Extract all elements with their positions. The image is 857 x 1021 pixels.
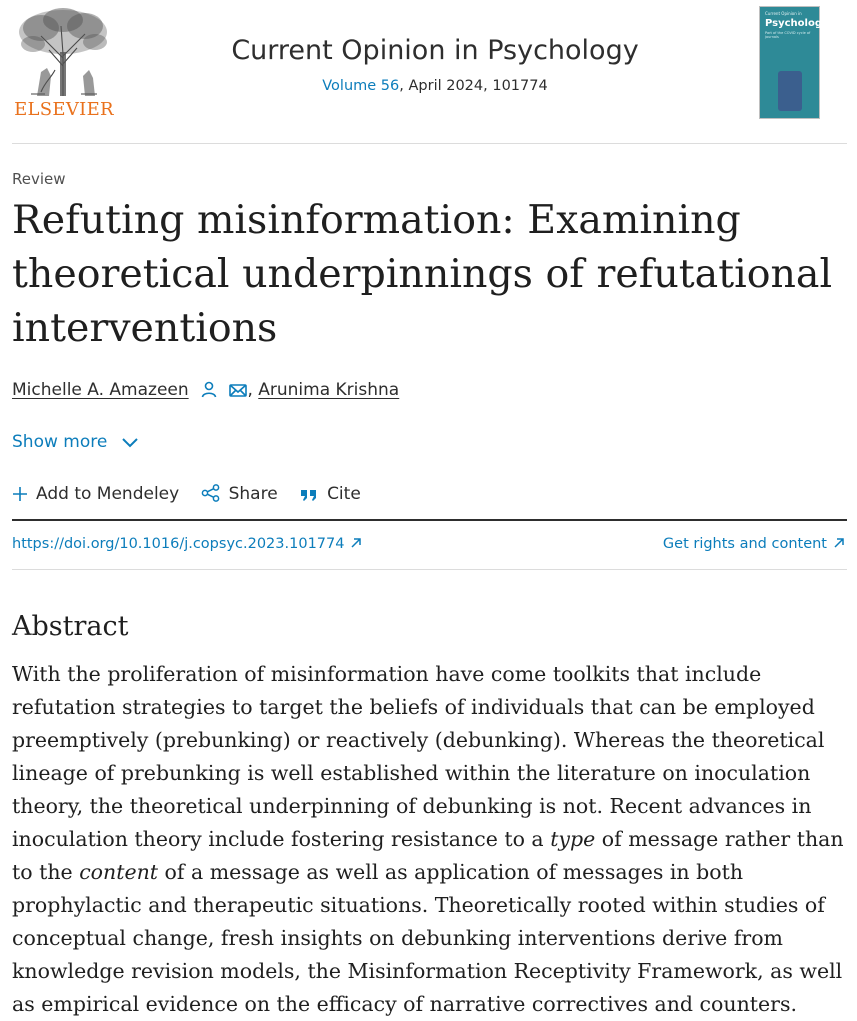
doi-link[interactable] <box>12 536 362 552</box>
email-icon[interactable] <box>229 382 247 403</box>
cover-title: Psychology <box>765 18 829 29</box>
get-rights-link[interactable] <box>663 536 845 552</box>
abstract-text <box>12 658 852 1021</box>
abstract-part-1: With the proliferation of misinformation have come toolkits that include refutation strategies to target the beliefs of individuals that can be employed preemptively (prebunking) or reactively (debunking). Whereas the theoretical lineage of prebunking is well established within the literature on inoculation theory, the theoretical underpinning of debunking is not. Recent advances in inoculation theory include fostering resistance to a <box>12 662 825 851</box>
abstract-part-2: of message rather than to the <box>12 827 844 884</box>
quote-icon <box>299 486 319 502</box>
author-list <box>12 380 399 403</box>
chevron-down-icon <box>121 437 139 449</box>
external-link-icon <box>833 537 845 549</box>
actions-divider <box>12 519 847 521</box>
journal-cover-thumbnail[interactable] <box>759 6 829 119</box>
cite-button[interactable] <box>299 484 361 504</box>
journal-issue-info <box>160 78 710 94</box>
cover-image <box>778 71 802 111</box>
volume-link[interactable]: Volume 56 <box>322 78 400 94</box>
external-link-icon <box>350 537 362 549</box>
cover-brand: Current Opinion in <box>765 11 802 16</box>
person-icon[interactable] <box>200 380 218 403</box>
abstract-emphasis-content: content <box>79 860 159 884</box>
add-to-mendeley-button[interactable] <box>12 484 179 504</box>
issue-date: , April 2024, 101774 <box>399 78 548 94</box>
doi-text: https://doi.org/10.1016/j.copsyc.2023.101774 <box>12 536 345 552</box>
cite-label: Cite <box>327 484 361 504</box>
journal-title[interactable]: Current Opinion in Psychology <box>231 35 639 66</box>
share-button[interactable] <box>201 484 278 504</box>
plus-icon <box>12 486 28 502</box>
header-divider <box>12 143 847 144</box>
abstract-heading: Abstract <box>12 611 129 642</box>
article-title: Refuting misinformation: Examining theoretical underpinnings of refutational interventions <box>12 197 833 351</box>
doi-divider <box>12 569 847 570</box>
show-more-label: Show more <box>12 432 108 452</box>
cover-subtitle: Part of the COVID cycle of journals <box>765 31 811 39</box>
mendeley-label: Add to Mendeley <box>36 484 180 504</box>
abstract-part-3: of a message as well as application of messages in both prophylactic and therapeutic situations. Theoretically rooted within studies of conceptual change, fresh insights on debunking interventions derive from knowledge revision models, the Misinformation Receptivity Framework, as well as empirical evidence on the efficacy of narrative correctives and counters. <box>12 860 843 1016</box>
rights-text: Get rights and content <box>662 536 827 552</box>
share-icon <box>201 484 221 502</box>
article-actions <box>12 484 377 504</box>
journal-header <box>0 0 857 143</box>
abstract-emphasis-type: type <box>550 827 596 851</box>
share-label: Share <box>228 484 278 504</box>
show-more-button[interactable] <box>12 432 139 452</box>
author-link-amazeen[interactable]: Michelle A. Amazeen <box>12 380 189 400</box>
author-link-krishna[interactable]: Arunima Krishna <box>258 380 400 400</box>
elsevier-wordmark: ELSEVIER <box>14 99 114 120</box>
author-separator: , <box>247 380 253 400</box>
article-type: Review <box>12 170 66 188</box>
